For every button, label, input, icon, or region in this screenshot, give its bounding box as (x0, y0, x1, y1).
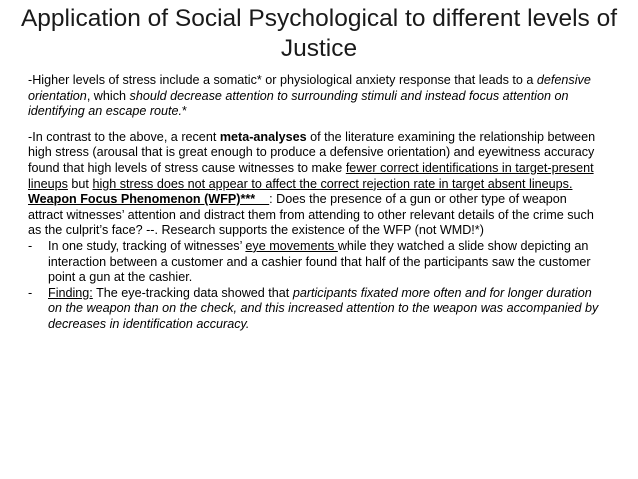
text-run: but (67, 176, 93, 191)
underlined-text: eye movements (245, 238, 338, 253)
bullet-dash: - (28, 285, 33, 300)
paragraph-weapon-focus (28, 192, 602, 239)
bullet-text (48, 239, 602, 286)
bullet-dash: - (28, 238, 33, 253)
text-run: In one study, tracking of witnesses’ (48, 238, 246, 253)
text-run: , which (86, 88, 130, 103)
text-run: * (182, 104, 187, 119)
underlined-text: high stress does not appear to affect the correct rejection rate in target absent lineups. (92, 176, 573, 191)
italic-text: should decrease attention to surrounding stimuli and instead focus attention on identifying an escape route. (28, 88, 569, 119)
bold-underlined-heading: Weapon Focus Phenomenon (WFP)*** (28, 192, 270, 207)
bullet-item-eye-tracking (28, 239, 602, 286)
underlined-text: fewer correct identifications in target-present lineups (28, 160, 594, 191)
paragraph-meta-analyses (28, 130, 602, 192)
slide-body (28, 73, 602, 333)
underlined-text: Finding: (48, 285, 93, 300)
text-run: -Higher levels of stress include a somatic* or physiological anxiety response that leads to a (28, 73, 537, 87)
text-run: of the literature examining the relationship between high stress (arousal that is great enough to produce a defensive orientation) and eyewitness accuracy found that high levels of stress cause witnesses to make (28, 129, 596, 175)
text-run: The eye-tracking data showed that (92, 285, 293, 300)
italic-text: participants fixated more often and for longer duration on the weapon than on the check, and this increased attention to the weapon was accompanied by decreases in identification accuracy. (48, 285, 599, 331)
text-run: while they watched a slide show depicting an interaction between a customer and a cashier found that half of the participants saw the customer point a gun at the cashier. (48, 238, 591, 285)
bullet-text (48, 286, 602, 333)
bullet-item-finding (28, 286, 602, 333)
italic-text: defensive orientation (28, 73, 591, 103)
slide-title: Application of Social Psychological to different levels of Justice (20, 5, 618, 62)
paragraph-stress-response (28, 73, 602, 120)
text-run: : Does the presence of a gun or other type of weapon attract witnesses’ attention and distract them from attending to other relevant details of the crime such as the culprit’s face? --. Research supports the existence of the WFP (not WMD!*) (28, 192, 594, 238)
bold-text: meta-analyses (219, 129, 307, 144)
text-run: -In contrast to the above, a recent (28, 129, 220, 144)
